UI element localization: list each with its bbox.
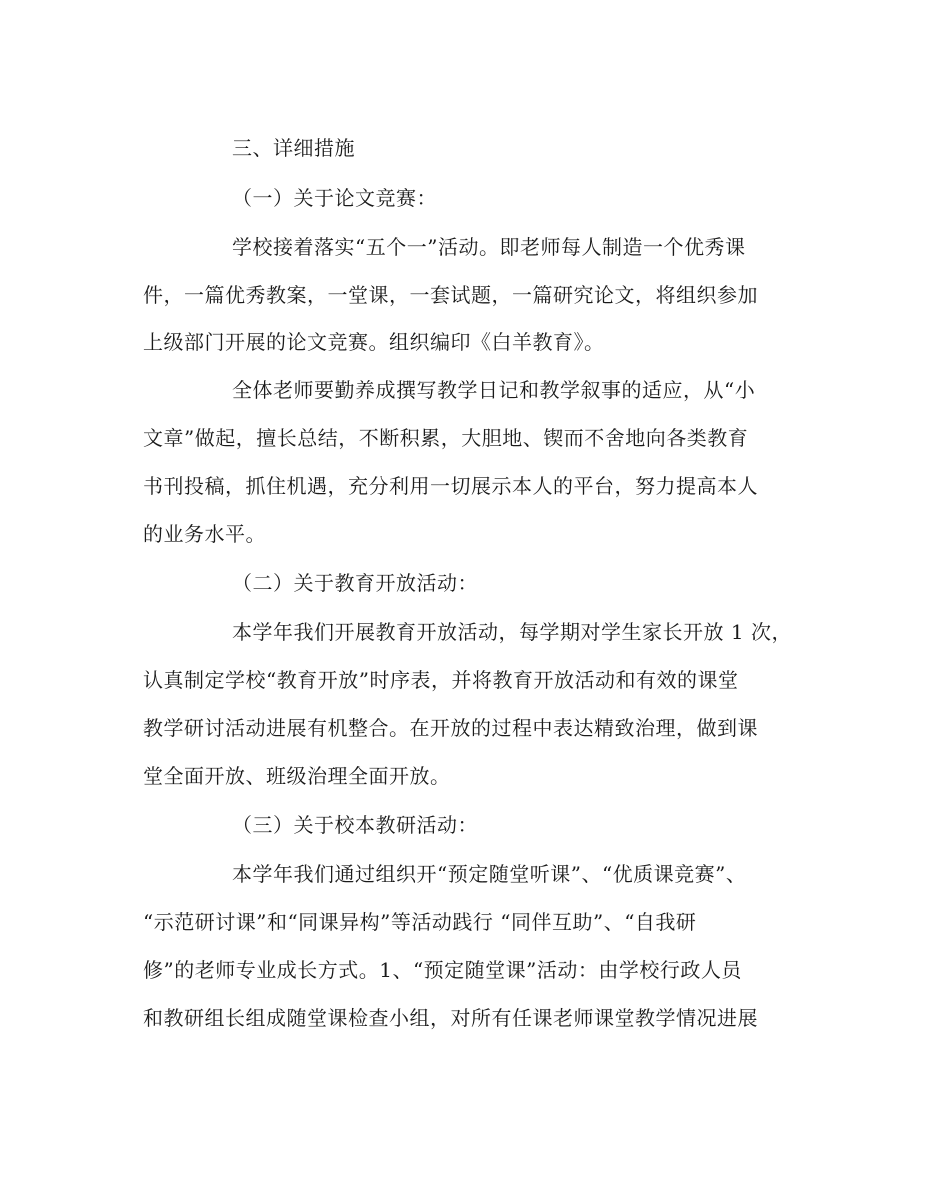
paragraph-line: 认真制定学校“教育开放”时序表，并将教育开放活动和有效的课堂 [143,668,739,692]
subsection-title-2: （二）关于教育开放活动： [232,571,478,595]
paragraph-line: 本学年我们开展教育开放活动，每学期对学生家长开放 1 次， [232,620,792,644]
paragraph-line: 书刊投稿，抓住机遇，充分利用一切展示本人的平台，努力提高本人 [143,474,758,498]
paragraph-line: 教学研讨活动进展有机整合。在开放的过程中表达精致治理，做到课 [143,716,758,740]
paragraph-line: 和教研组长组成随堂课检查小组，对所有任课老师课堂教学情况进展 [143,1006,758,1030]
paragraph-line: 堂全面开放、班级治理全面开放。 [143,764,451,788]
paragraph-line: 修”的老师专业成长方式。1、“预定随堂课”活动：由学校行政人员 [143,958,742,982]
paragraph-line: 文章”做起，擅长总结，不断积累，大胆地、锲而不舍地向各类教育 [143,426,749,450]
paragraph-line: 全体老师要勤养成撰写教学日记和教学叙事的适应，从“小 [232,378,756,402]
section-heading: 三、详细措施 [232,136,355,160]
paragraph-line: 上级部门开展的论文竞赛。组织编印《白羊教育》。 [143,330,605,354]
paragraph-line: 学校接着落实“五个一”活动。即老师每人制造一个优秀课 [232,235,746,259]
subsection-title-3: （三）关于校本教研活动： [232,813,478,837]
paragraph-line: 的业务水平。 [143,522,266,546]
paragraph-line: 本学年我们通过组织开“预定随堂听课”、“优质课竞赛”、 [232,862,747,886]
paragraph-line: “示范研讨课”和“同课异构”等活动践行 “同伴互助”、“自我研 [143,910,697,934]
subsection-title-1: （一）关于论文竞赛： [232,186,437,210]
paragraph-line: 件，一篇优秀教案，一堂课，一套试题，一篇研究论文，将组织参加 [143,283,758,307]
